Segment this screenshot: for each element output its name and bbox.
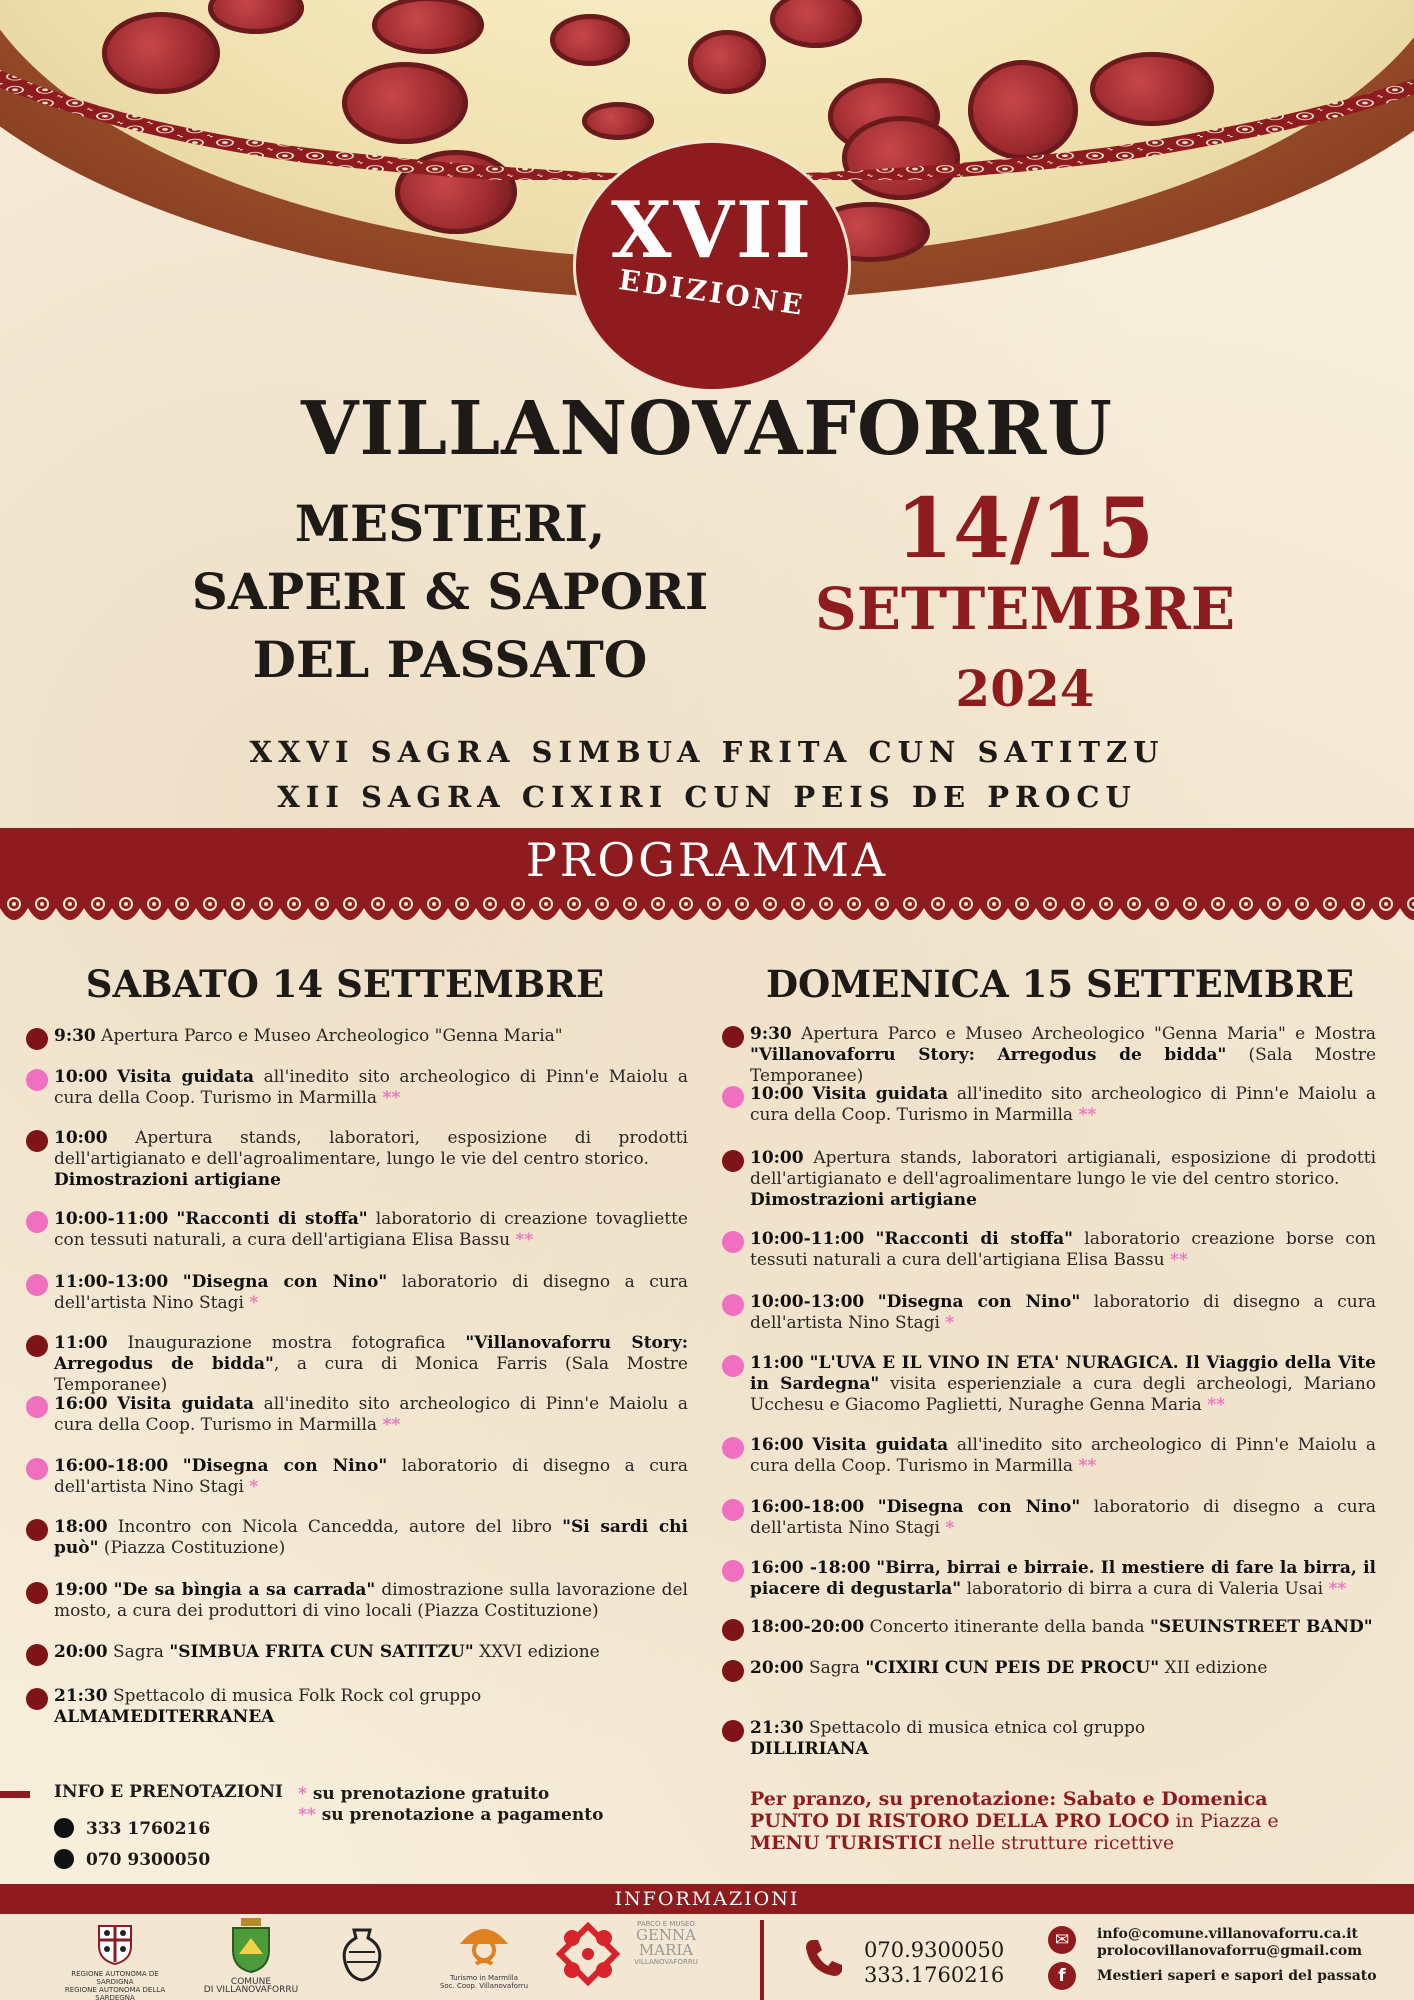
event-tail: ALMAMEDITERRANEA <box>54 1707 275 1727</box>
bullet-dark-icon <box>722 1026 744 1048</box>
event-highlight: "SIMBUA FRITA CUN SATITZU" <box>169 1642 474 1662</box>
subtitle-line-1: MESTIERI, <box>294 494 606 553</box>
phone-icon <box>802 1936 844 1978</box>
event-description: all'inedito sito archeologico di Pinn'e Maiolu a cura della Coop. Turismo in Marmilla <box>54 1394 689 1435</box>
footer-phone-1[interactable]: 070.9300050 <box>864 1938 1005 1962</box>
informazioni-band: INFORMAZIONI <box>0 1884 1414 1914</box>
event-description: laboratorio di disegno a cura dell'artista Nino Stagi <box>750 1292 1376 1333</box>
event-description: Apertura Parco e Museo Archeologico "Genna Maria" e Mostra <box>801 1024 1377 1044</box>
event-booking-stars: * <box>249 1293 259 1313</box>
program-event <box>54 1333 688 1396</box>
bullet-pink-icon <box>26 1458 48 1480</box>
edition-label: EDIZIONE <box>616 263 808 322</box>
info-phone-2[interactable] <box>54 1849 210 1870</box>
event-tail: Dimostrazioni artigiane <box>54 1170 281 1190</box>
mushroom-icon <box>454 1918 514 1970</box>
bullet-dark-icon <box>26 1688 48 1710</box>
lunch-line-3: nelle strutture ricettive <box>942 1832 1175 1854</box>
event-booking-stars: ** <box>515 1230 534 1250</box>
bullet-dark-icon <box>26 1130 48 1152</box>
event-title: Visita guidata <box>117 1394 254 1414</box>
bullet-pink-icon <box>722 1086 744 1108</box>
event-title: "Disegna con Nino" <box>877 1292 1081 1312</box>
event-booking-stars: * <box>249 1477 259 1497</box>
event-title: "Racconti di stoffa" <box>176 1209 368 1229</box>
comune-crest-icon <box>229 1918 273 1974</box>
program-event <box>750 1229 1376 1271</box>
event-description-tail: XXVI edizione <box>473 1642 600 1662</box>
event-time: 16:00-18:00 <box>750 1497 865 1517</box>
sausage-slice <box>550 14 630 66</box>
event-subtitle <box>140 490 760 694</box>
logo-caption: COMUNE <box>230 1977 272 1987</box>
event-title: "Racconti di stoffa" <box>875 1229 1074 1249</box>
event-tail: DILLIRIANA <box>750 1739 869 1759</box>
event-title: "Disegna con Nino" <box>182 1272 388 1292</box>
coat-of-arms-icon <box>95 1922 135 1966</box>
program-event <box>54 1026 688 1047</box>
bullet-pink-icon <box>722 1294 744 1316</box>
program-event <box>750 1084 1376 1126</box>
program-event <box>54 1272 688 1314</box>
sagra-cixiri: XII SAGRA CIXIRI CUN PEIS DE PROCU <box>277 780 1137 814</box>
lunch-info <box>750 1788 1279 1854</box>
email-icon: ✉ <box>1048 1926 1076 1954</box>
footer-email-comune[interactable]: info@comune.villanovaforru.ca.it <box>1097 1926 1358 1942</box>
amphora-logo <box>332 1926 392 1986</box>
program-event <box>750 1353 1376 1416</box>
event-booking-stars: ** <box>1169 1250 1188 1270</box>
event-time: 21:30 <box>750 1718 804 1738</box>
lunch-line-1: Per pranzo, su prenotazione: Sabato e Domenica <box>750 1788 1268 1810</box>
logo-caption: Soc. Coop. Villanovaforru <box>439 1982 529 1990</box>
program-event <box>54 1517 688 1559</box>
programma-band: PROGRAMMA <box>0 828 1414 892</box>
event-time: 10:00-11:00 <box>750 1229 865 1249</box>
program-event <box>750 1497 1376 1539</box>
lunch-line-2: in Piazza e <box>1169 1810 1279 1832</box>
town-title: VILLANOVAFORRU <box>301 386 1113 472</box>
logo-caption: Turismo in Marmilla <box>449 1974 519 1982</box>
event-highlight: "Villanovaforru Story: Arregodus de bidda" <box>54 1333 689 1374</box>
event-description-tail: XII edizione <box>1159 1658 1268 1678</box>
sunday-title: DOMENICA 15 SETTEMBRE <box>765 962 1355 1006</box>
logo-caption: PARCO E MUSEO <box>637 1920 695 1928</box>
bullet-pink-icon <box>26 1396 48 1418</box>
event-time: 11:00-13:00 <box>54 1272 169 1292</box>
event-time: 10:00-11:00 <box>54 1209 169 1229</box>
logo-caption: MARIA <box>638 1941 694 1959</box>
footer-emails <box>1097 1926 1362 1960</box>
subtitle-line-2: SAPERI & SAPORI <box>191 562 709 621</box>
event-description-tail: (Sala Mostre Temporanee) <box>750 1045 1377 1086</box>
bullet-pink-icon <box>722 1560 744 1582</box>
event-description: Incontro con Nicola Cancedda, autore del libro <box>117 1517 553 1537</box>
genna-maria-symbol-icon <box>552 1918 624 1990</box>
date-year: 2024 <box>955 659 1095 718</box>
program-event <box>750 1658 1376 1679</box>
event-time: 9:30 <box>54 1026 96 1046</box>
event-time: 18:00 <box>54 1517 108 1537</box>
event-highlight: "Si sardi chi può" <box>54 1517 689 1558</box>
program-event <box>54 1394 688 1436</box>
footer <box>0 1914 1414 2000</box>
bullet-icon <box>54 1818 74 1838</box>
event-description: laboratorio di creazione tovagliette con tessuti naturali, a cura dell'artigiana Elisa Bassu <box>54 1209 688 1250</box>
event-booking-stars: * <box>945 1313 955 1333</box>
bullet-dark-icon <box>26 1028 48 1050</box>
logo-caption: REGIONE AUTONOMA DELLA SARDEGNA <box>64 1986 166 2000</box>
event-description: Concerto itinerante della banda <box>869 1617 1145 1637</box>
bullet-icon <box>54 1849 74 1869</box>
event-time: 9:30 <box>750 1024 792 1044</box>
event-description-tail: , a cura di Monica Farris (Sala Mostre Temporanee) <box>54 1354 688 1395</box>
event-time: 16:00-18:00 <box>54 1456 169 1476</box>
event-time: 10:00 <box>750 1084 804 1104</box>
program-event <box>54 1580 688 1622</box>
bullet-dark-icon <box>26 1582 48 1604</box>
event-title: Visita guidata <box>812 1435 949 1455</box>
edition-badge <box>583 150 841 382</box>
event-description: Inaugurazione mostra fotografica <box>127 1333 446 1353</box>
event-title: Visita guidata <box>117 1067 254 1087</box>
program-event <box>750 1435 1376 1477</box>
event-dates <box>810 481 1240 718</box>
legend-free: su prenotazione gratuito <box>312 1784 550 1804</box>
event-title: Visita guidata <box>812 1084 949 1104</box>
event-time: 20:00 <box>54 1642 108 1662</box>
legend-star-double: ** <box>298 1805 316 1825</box>
event-description: laboratorio creazione borse con tessuti naturali a cura dell'artigiana Elisa Bassu <box>750 1229 1376 1270</box>
event-description: all'inedito sito archeologico di Pinn'e Maiolu a cura della Coop. Turismo in Marmilla <box>54 1067 689 1108</box>
event-title: "Birra, birrai e birraie. Il mestiere di fare la birra, il piacere di degustarla" <box>750 1558 1377 1599</box>
bullet-dark-icon <box>722 1619 744 1641</box>
event-time: 11:00 <box>54 1333 108 1353</box>
event-description-tail: (Piazza Costituzione) <box>98 1538 286 1558</box>
event-description: visita esperienziale a cura degli archeologi, Mariano Ucchesu e Giacomo Paglietti, Nuraghe Genna Maria <box>750 1374 1377 1415</box>
amphora-icon <box>337 1926 387 1982</box>
event-description: all'inedito sito archeologico di Pinn'e Maiolu a cura della Coop. Turismo in Marmilla <box>750 1084 1377 1125</box>
program-event <box>54 1686 688 1728</box>
event-description: laboratorio di disegno a cura dell'artista Nino Stagi <box>750 1497 1376 1538</box>
edition-number: XVII <box>610 185 813 276</box>
event-time: 10:00 <box>54 1128 108 1148</box>
event-time: 10:00 <box>54 1067 108 1087</box>
lunch-punto-ristoro: PUNTO DI RISTORO DELLA PRO LOCO <box>750 1810 1170 1832</box>
logo-caption: GENNA <box>635 1926 696 1944</box>
sagre-titles <box>0 730 1414 820</box>
logo-caption: DI VILLANOVAFORRU <box>203 1985 299 1995</box>
event-time: 19:00 <box>54 1580 108 1600</box>
info-phone-1-text: 333 1760216 <box>86 1819 211 1839</box>
bullet-pink-icon <box>26 1274 48 1296</box>
event-time: 10:00 <box>750 1148 804 1168</box>
bullet-pink-icon <box>722 1499 744 1521</box>
footer-facebook[interactable]: Mestieri saperi e sapori del passato <box>1097 1968 1377 1984</box>
event-tail: Dimostrazioni artigiane <box>750 1190 977 1210</box>
program-event <box>750 1148 1376 1211</box>
event-booking-stars: ** <box>1078 1456 1097 1476</box>
lunch-menu-turistici: MENU TURISTICI <box>750 1832 943 1854</box>
legend-star-single: * <box>298 1784 307 1804</box>
info-phone-2-text: 070 9300050 <box>86 1850 211 1870</box>
event-description: Apertura stands, laboratori, esposizione di prodotti dell'artigianato e dell'agroalimentare, lungo le vie del centro storico. <box>54 1128 688 1169</box>
event-highlight: "SEUINSTREET BAND" <box>1150 1617 1373 1637</box>
event-description: Apertura Parco e Museo Archeologico "Genna Maria" <box>101 1026 563 1046</box>
bullet-dark-icon <box>722 1150 744 1172</box>
lace-border-band <box>0 890 1414 932</box>
date-days: 14/15 <box>895 481 1155 577</box>
bullet-pink-icon <box>722 1231 744 1253</box>
comune-villanovaforru-logo <box>196 1918 306 1994</box>
event-description: all'inedito sito archeologico di Pinn'e Maiolu a cura della Coop. Turismo in Marmilla <box>750 1435 1377 1476</box>
footer-phones <box>864 1938 1004 1988</box>
bullet-pink-icon <box>26 1069 48 1091</box>
event-description: Spettacolo di musica Folk Rock col gruppo <box>113 1686 482 1706</box>
sagra-simbua: XXVI SAGRA SIMBUA FRITA CUN SATITZU <box>249 735 1165 769</box>
program-event <box>750 1617 1376 1638</box>
logo-caption: VILLANOVAFORRU <box>634 1958 698 1966</box>
regione-sardegna-logo <box>60 1922 170 2000</box>
event-time: 20:00 <box>750 1658 804 1678</box>
bullet-dark-icon <box>722 1720 744 1742</box>
event-time: 16:00 -18:00 <box>750 1558 871 1578</box>
event-highlight: "CIXIRI CUN PEIS DE PROCU" <box>865 1658 1160 1678</box>
event-description: Sagra <box>809 1658 860 1678</box>
event-description: laboratorio di disegno a cura dell'artista Nino Stagi <box>54 1272 688 1313</box>
bullet-dark-icon <box>722 1660 744 1682</box>
event-description: Apertura stands, laboratori artigianali, esposizione di prodotti dell'artigianato e dell'agroalimentare lungo le vie del centro storico. <box>750 1148 1377 1189</box>
program-event <box>54 1128 688 1191</box>
event-time: 16:00 <box>54 1394 108 1414</box>
event-booking-stars: ** <box>1207 1395 1226 1415</box>
footer-email-proloco[interactable]: prolocovillanovaforru@gmail.com <box>1097 1943 1363 1959</box>
event-description: dimostrazione sulla lavorazione del mosto, a cura dei produttori di vino locali (Piazza Costituzione) <box>54 1580 688 1621</box>
legend-paid: su prenotazione a pagamento <box>321 1805 604 1825</box>
info-title: INFO E PRENOTAZIONI <box>54 1782 283 1802</box>
event-booking-stars: ** <box>382 1415 401 1435</box>
bullet-dark-icon <box>26 1519 48 1541</box>
event-time: 11:00 <box>750 1353 804 1373</box>
program-event <box>54 1456 688 1498</box>
facebook-icon: f <box>1048 1962 1076 1990</box>
footer-divider <box>760 1920 764 2000</box>
event-description: laboratorio di disegno a cura dell'artista Nino Stagi <box>54 1456 688 1497</box>
bullet-pink-icon <box>722 1355 744 1377</box>
event-booking-stars: ** <box>1328 1579 1347 1599</box>
event-description: laboratorio di birra a cura di Valeria Usai <box>966 1579 1324 1599</box>
program-event <box>750 1558 1376 1600</box>
event-description: Sagra <box>113 1642 164 1662</box>
event-booking-stars: * <box>945 1518 955 1538</box>
event-booking-stars: ** <box>382 1088 401 1108</box>
program-event <box>54 1642 688 1663</box>
subtitle-line-3: DEL PASSATO <box>252 630 648 689</box>
footer-phone-2[interactable]: 333.1760216 <box>864 1963 1005 1987</box>
info-accent-bar <box>0 1791 30 1798</box>
event-time: 18:00-20:00 <box>750 1617 865 1637</box>
legend <box>298 1784 603 1826</box>
program-event <box>750 1024 1376 1087</box>
event-booking-stars: ** <box>1078 1105 1097 1125</box>
event-title: "Disegna con Nino" <box>877 1497 1081 1517</box>
event-title: "Disegna con Nino" <box>182 1456 388 1476</box>
program-event <box>54 1209 688 1251</box>
bullet-dark-icon <box>26 1335 48 1357</box>
event-title: "L'UVA E IL VINO IN ETA' NURAGICA. Il Viaggio della Vite in Sardegna" <box>750 1353 1376 1394</box>
event-highlight: "Villanovaforru Story: Arregodus de bidda" <box>750 1045 1227 1065</box>
logo-caption: REGIONE AUTONOMA DE SARDIGNA <box>71 1970 159 1986</box>
event-time: 21:30 <box>54 1686 108 1706</box>
program-event <box>750 1718 1376 1760</box>
bullet-pink-icon <box>26 1211 48 1233</box>
event-time: 10:00-13:00 <box>750 1292 865 1312</box>
bullet-dark-icon <box>26 1644 48 1666</box>
event-description: Spettacolo di musica etnica col gruppo <box>809 1718 1146 1738</box>
info-phone-1[interactable] <box>54 1818 210 1839</box>
date-month: SETTEMBRE <box>814 575 1236 643</box>
event-title: "De sa bìngia a sa carrada" <box>113 1580 376 1600</box>
bullet-pink-icon <box>722 1437 744 1459</box>
event-time: 16:00 <box>750 1435 804 1455</box>
program-event <box>54 1067 688 1109</box>
turismo-marmilla-logo <box>436 1918 532 1990</box>
saturday-title: SABATO 14 SETTEMBRE <box>85 962 605 1006</box>
program-event <box>750 1292 1376 1334</box>
